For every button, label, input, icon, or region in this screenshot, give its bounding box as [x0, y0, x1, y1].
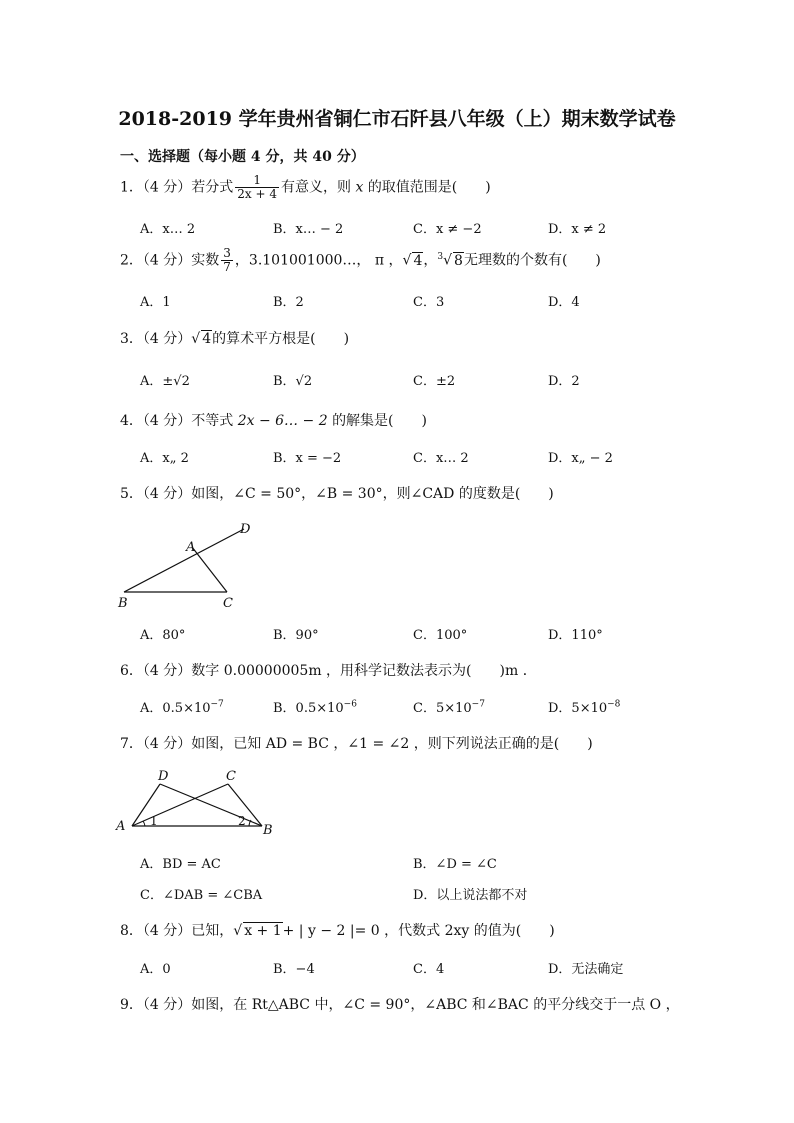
q2-cbrt8: 8: [454, 252, 463, 269]
q6-option-c-exp: −7: [471, 699, 485, 710]
q8-head: 8．（4 分）已知，: [120, 923, 234, 939]
q5-option-a[interactable]: A．80°: [140, 628, 186, 643]
section-heading: 一、选择题（每小题 4 分，共 40 分）: [120, 149, 365, 165]
q2-tail: 无理数的个数有( ): [463, 252, 601, 269]
q2-option-b[interactable]: B．2: [273, 295, 304, 310]
q7-label-a: A: [116, 819, 126, 834]
q2-comma: ，: [423, 252, 438, 269]
q1-fraction: [235, 174, 279, 201]
q3-option-c[interactable]: C．±2: [413, 374, 456, 389]
q5-option-c[interactable]: C．100°: [413, 628, 468, 643]
q2-sqrt4: 4: [413, 252, 423, 269]
q1-option-d[interactable]: D．x ≠ 2: [548, 222, 607, 237]
q3-sqrt: 4: [202, 331, 212, 347]
q2-option-a[interactable]: A．1: [140, 295, 171, 310]
q4-tail: 的解集是( ): [332, 413, 427, 429]
q3-option-b[interactable]: B．√2: [273, 374, 313, 389]
q2-cbrt-index: 3: [437, 251, 444, 262]
q2-option-d[interactable]: D．4: [548, 295, 580, 310]
question-4: [120, 410, 427, 430]
q1-head: 1．（4 分）若分式: [120, 179, 234, 196]
q2-frac-den: 7: [223, 260, 231, 274]
q7-label-angle-1: 1: [150, 814, 158, 828]
q7-label-c: C: [226, 769, 236, 784]
q7-angle-1-arc: [143, 821, 145, 826]
q7-option-d[interactable]: D．以上说法都不对: [413, 888, 528, 903]
q1-option-a[interactable]: A．x… 2: [140, 222, 196, 237]
q6-option-b[interactable]: [273, 697, 357, 716]
q7-option-b[interactable]: B．∠D = ∠C: [413, 857, 497, 872]
q2-fraction: [221, 247, 233, 274]
question-5: 5．（4 分）如图，∠C = 50°，∠B = 30°，则∠CAD 的度数是( ): [120, 486, 554, 502]
q6-option-d[interactable]: [548, 697, 620, 716]
q1-var: x: [355, 179, 364, 196]
question-1: [120, 174, 491, 201]
question-3: 3．（4 分）√ 4的算术平方根是( ): [120, 331, 350, 347]
q6-option-a[interactable]: [140, 697, 224, 716]
q5-label-c: C: [223, 596, 233, 610]
q8-option-a[interactable]: A．0: [140, 962, 171, 977]
q8-option-c[interactable]: C．4: [413, 962, 445, 977]
question-6: 6．（4 分）数字 0.00000005m ，用科学记数法表示为( )m ．: [120, 663, 537, 679]
q3-tail: 的算术平方根是( ): [212, 331, 350, 347]
q5-triangle-figure: [112, 515, 262, 610]
q7-option-a[interactable]: A．BD = AC: [140, 857, 221, 872]
q6-option-c[interactable]: [413, 697, 485, 716]
q6-option-d-base: D．5×10: [548, 701, 608, 716]
q6-option-c-base: C．5×10: [413, 701, 472, 716]
question-9: 9．（4 分）如图，在 Rt△ABC 中，∠C = 90°，∠ABC 和∠BAC 的平分线交于一点 O ，: [120, 997, 680, 1013]
q5-segment-ac: [192, 547, 227, 592]
q4-expr: 2x − 6… − 2: [237, 413, 328, 429]
q7-label-angle-2: 2: [238, 814, 246, 828]
q4-head: 4．（4 分）不等式: [120, 413, 234, 429]
q4-option-d[interactable]: D．x„ − 2: [548, 451, 613, 466]
q4-option-c[interactable]: C．x… 2: [413, 451, 469, 466]
q5-label-d: D: [240, 522, 251, 537]
q8-sqrt: x + 1: [244, 923, 282, 939]
q3-option-d[interactable]: D．2: [548, 374, 580, 389]
q6-option-d-exp: −8: [607, 699, 621, 710]
q5-option-d[interactable]: D．110°: [548, 628, 603, 643]
q5-option-b[interactable]: B．90°: [273, 628, 319, 643]
q3-head: 3．（4 分）: [120, 331, 192, 347]
q2-frac-top: 3: [223, 246, 231, 260]
q6-option-a-exp: −7: [210, 699, 224, 710]
q1-frac-den: 2x + 4: [237, 187, 277, 201]
q6-option-b-exp: −6: [343, 699, 357, 710]
q7-label-b: B: [263, 823, 273, 836]
q7-segment-db: [160, 784, 262, 826]
q5-ray-bd: [124, 529, 244, 592]
q4-option-b[interactable]: B．x = −2: [273, 451, 342, 466]
q5-label-a: A: [186, 540, 196, 555]
q2-mid: ，3.101001000…， π ，: [234, 252, 403, 269]
q2-option-c[interactable]: C．3: [413, 295, 445, 310]
q1-tail2: 的取值范围是( ): [367, 179, 491, 196]
question-7: 7．（4 分）如图，已知 AD = BC ，∠1 = ∠2 ，则下列说法正确的是( ): [120, 736, 593, 752]
q7-figure: [112, 764, 282, 836]
q1-frac-top: 1: [253, 173, 261, 187]
q8-option-d[interactable]: D．无法确定: [548, 962, 624, 977]
q3-option-a[interactable]: A．±√2: [140, 374, 190, 389]
q1-option-c[interactable]: C．x ≠ −2: [413, 222, 482, 237]
question-2: 2．（4 分）实数 $\frac{3}{7}$ ，3.101001000…， π ，√ 4，$^3$√ 8无理数的个数有( ): [120, 246, 601, 274]
q7-option-c[interactable]: C．∠DAB = ∠CBA: [140, 888, 263, 903]
q1-option-b[interactable]: B．x… − 2: [273, 222, 344, 237]
q8-option-b[interactable]: B．−4: [273, 962, 315, 977]
exam-title: 2018-2019 学年贵州省铜仁市石阡县八年级（上）期末数学试卷: [118, 108, 676, 130]
q8-tail: + | y − 2 |= 0 ，代数式 2xy 的值为( ): [282, 923, 555, 939]
q1-tail: 有意义，则: [281, 179, 351, 196]
question-8: 8．（4 分）已知，√ x + 1+ | y − 2 |= 0 ，代数式 2xy 的值为( ): [120, 923, 555, 939]
q4-option-a[interactable]: A．x„ 2: [140, 451, 189, 466]
q5-label-b: B: [118, 596, 128, 610]
q6-option-a-base: A．0.5×10: [140, 701, 211, 716]
q7-label-d: D: [158, 769, 169, 784]
q2-head: 2．（4 分）实数: [120, 252, 220, 269]
q6-option-b-base: B．0.5×10: [273, 701, 344, 716]
